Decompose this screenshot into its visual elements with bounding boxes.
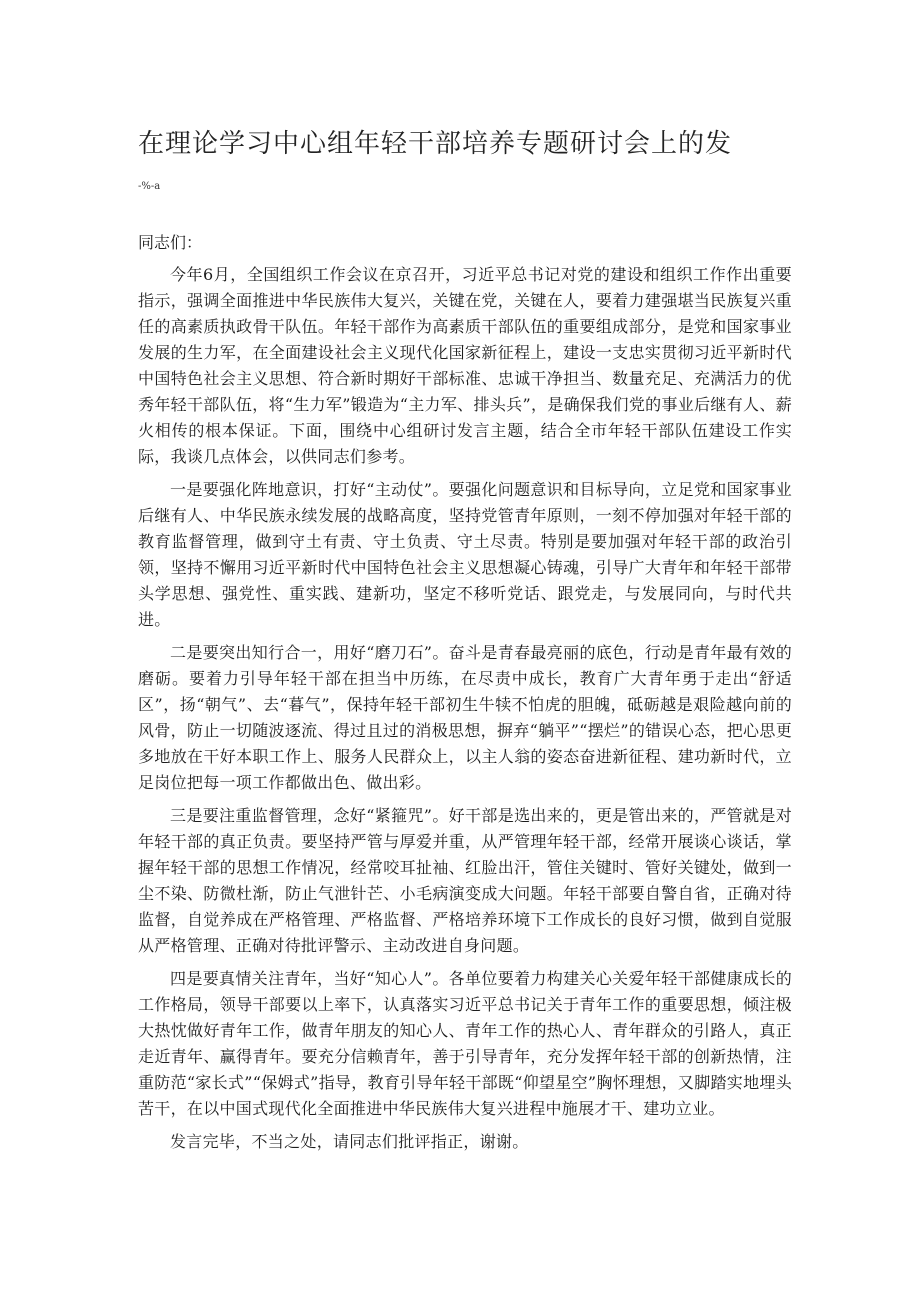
paragraph-point-1: 一是要强化阵地意识，打好“主动仗”。要强化问题意识和目标导向，立足党和国家事业后继有人、中华民族永续发展的战略高度，坚持党管青年原则，一刻不停加强对年轻干部的教育监督管理，做到守土有责、守土负责、守土尽责。特别是要加强对年轻干部的政治引领，坚持不懈用习近平新时代中国特色社会主义思想凝心铸魂，引导广大青年和年轻干部带头学思想、强党性、重实践、建新功，坚定不移听党话、跟党走，与发展同向，与时代共进。 xyxy=(138,480,792,629)
salutation: 同志们： xyxy=(138,233,203,252)
paragraph-closing: 发言完毕，不当之处，请同志们批评指正，谢谢。 xyxy=(170,1132,529,1151)
paragraph-point-4: 四是要真情关注青年，当好“知心人”。各单位要着力构建关心关爱年轻干部健康成长的工作格局，领导干部要以上率下，认真落实习近平总书记关于青年工作的重要思想，倾注极大热忱做好青年工作，做青年朋友的知心人、青年工作的热心人、青年群众的引路人，真正走近青年、赢得青年。要充分信赖青年，善于引导青年，充分发挥年轻干部的创新热情，注重防范“家长式”“保姆式”指导，教育引导年轻干部既“仰望星空”胸怀理想，又脚踏实地埋头苦干，在以中国式现代化全面推进中华民族伟大复兴进程中施展才干、建功立业。 xyxy=(138,969,792,1118)
document-subtitle: -%-a xyxy=(138,181,161,192)
document-title: 在理论学习中心组年轻干部培养专题研讨会上的发 xyxy=(138,129,733,159)
paragraph-point-2: 二是要突出知行合一，用好“磨刀石”。奋斗是青春最亮丽的底色，行动是青年最有效的磨砺。要着力引导年轻干部在担当中历练，在尽责中成长，教育广大青年勇于走出“舒适区”，扬“朝气”、去“暮气”，保持年轻干部初生牛犊不怕虎的胆魄，砥砺越是艰险越向前的风骨，防止一切随波逐流、得过且过的消极思想，摒弃“躺平”“摆烂”的错误心态，把心思更多地放在干好本职工作上、服务人民群众上，以主人翁的姿态奋进新征程、建功新时代，立足岗位把每一项工作都做出色、做出彩。 xyxy=(138,643,792,792)
paragraph-point-3: 三是要注重监督管理，念好“紧箍咒”。好干部是选出来的，更是管出来的，严管就是对年轻干部的真正负责。要坚持严管与厚爱并重，从严管理年轻干部，经常开展谈心谈话，掌握年轻干部的思想工作情况，经常咬耳扯袖、红脸出汗，管住关键时、管好关键处，做到一尘不染、防微杜渐，防止气泄针芒、小毛病演变成大问题。年轻干部要自警自省，正确对待监督，自觉养成在严格管理、严格监督、严格培养环境下工作成长的良好习惯，做到自觉服从严格管理、正确对待批评警示、主动改进自身问题。 xyxy=(138,806,792,955)
document-body xyxy=(138,262,792,1162)
paragraph-intro: 今年6月，全国组织工作会议在京召开，习近平总书记对党的建设和组织工作作出重要指示，强调全面推进中华民族伟大复兴，关键在党，关键在人，要着力建强堪当民族复兴重任的高素质执政骨干队伍。年轻干部作为高素质干部队伍的重要组成部分，是党和国家事业发展的生力军，在全面建设社会主义现代化国家新征程上，建设一支忠实贯彻习近平新时代中国特色社会主义思想、符合新时期好干部标准、忠诚干净担当、数量充足、充满活力的优秀年轻干部队伍，将“生力军”锻造为“主力军、排头兵”，是确保我们党的事业后继有人、薪火相传的根本保证。下面，围绕中心组研讨发言主题，结合全市年轻干部队伍建设工作实际，我谈几点体会，以供同志们参考。 xyxy=(138,265,792,466)
